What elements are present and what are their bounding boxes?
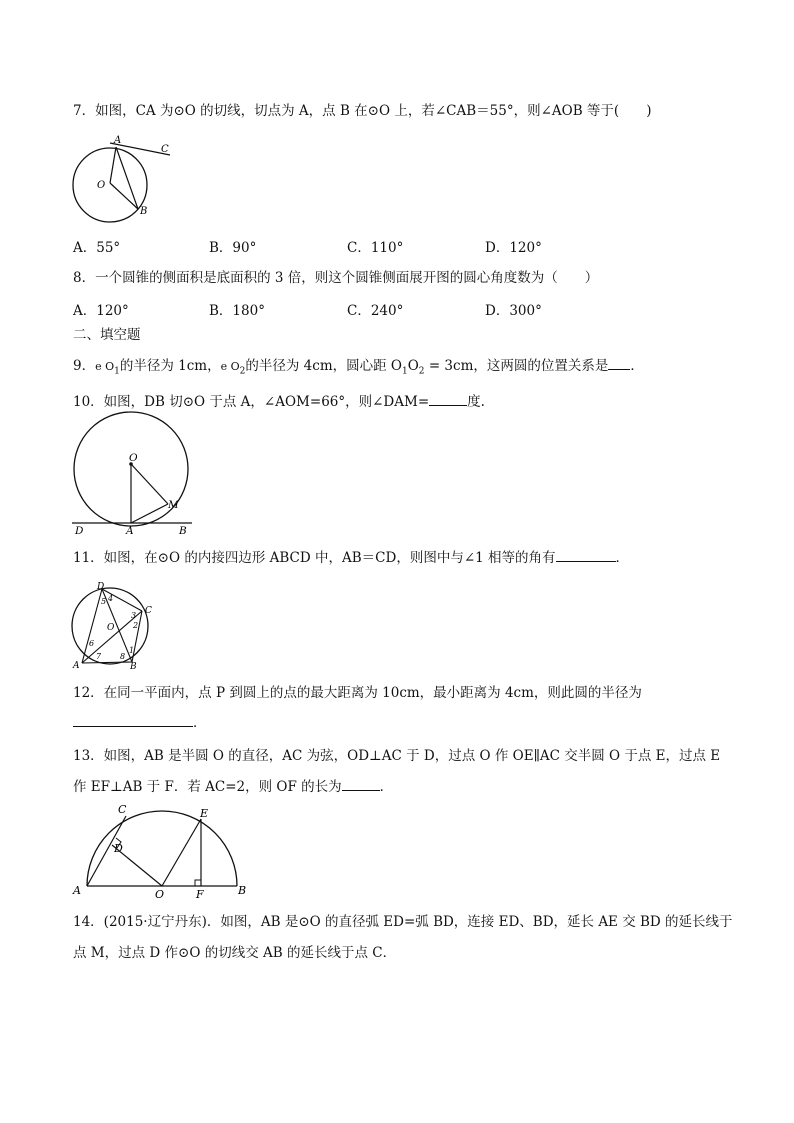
q13-label-o: O <box>155 888 165 901</box>
q13-label-e: E <box>200 807 209 820</box>
q13-label-d: D <box>114 842 123 855</box>
q9-prefix: 9． <box>73 358 96 374</box>
q11-angle-4: 4 <box>108 594 114 603</box>
q13-answer-blank[interactable] <box>342 778 380 791</box>
q13-stem: 作 EF⊥AB 于 F．若 AC=2，则 OF 的长为 <box>73 779 342 795</box>
q9-part2: 的半径为 4cm，圆心距 O <box>245 358 402 374</box>
q11-angle-6: 6 <box>89 639 95 648</box>
q10-label-a: A <box>126 525 134 537</box>
q11-angle-3: 3 <box>131 611 137 620</box>
q11-angle-1: 1 <box>129 646 135 655</box>
q7-label-a: A <box>114 135 122 146</box>
q11-angle-2: 2 <box>133 621 139 630</box>
q7-figure <box>70 135 180 225</box>
q7-label-b: B <box>140 206 148 217</box>
q9-circle1: e O <box>95 360 115 373</box>
q10-label-m: M <box>168 499 179 511</box>
q13-label-b: B <box>238 884 247 897</box>
q9-text <box>73 357 644 381</box>
q7-option-b: B．90° <box>209 240 257 256</box>
q10-label-b: B <box>179 525 187 537</box>
q11-end: ． <box>615 550 630 566</box>
q10-label-o: O <box>129 452 138 464</box>
q7-option-a: A．55° <box>73 240 121 256</box>
q10-text <box>73 393 485 411</box>
q9-sub4: 2 <box>418 366 425 377</box>
q11-angle-8: 8 <box>120 652 126 661</box>
q11-label-a: A <box>73 661 80 671</box>
q11-text <box>73 549 629 567</box>
q7-option-c: C．110° <box>347 240 404 256</box>
q9-sub2: 2 <box>239 366 246 377</box>
q10-label-d: D <box>75 525 84 537</box>
q7-text: 7．如图，CA 为⊙O 的切线，切点为 A，点 B 在⊙O 上，若∠CAB＝55°，则∠AOB 等于( ) <box>73 103 652 119</box>
q11-label-c: C <box>145 606 152 616</box>
q11-stem: 11．如图，在⊙O 的内接四边形 ABCD 中，AB＝CD，则图中与∠1 相等的角有 <box>73 550 556 566</box>
q11-label-d: D <box>97 582 105 592</box>
q8-option-c: C．240° <box>347 303 404 319</box>
q8-option-d: D．300° <box>485 303 542 319</box>
q8-option-b: B．180° <box>209 303 265 319</box>
q14-line1: 14．(2015·辽宁丹东)．如图，AB 是⊙O 的直径弧 ED=弧 BD，连接 ED、BD，延长 AE 交 BD 的延长线于 <box>73 914 733 930</box>
q10-end: 度. <box>467 394 485 410</box>
q9-sub1: 1 <box>114 366 120 377</box>
q10-answer-blank[interactable] <box>429 393 467 406</box>
q10-figure <box>72 412 197 537</box>
q9-circle2: e O <box>220 360 240 373</box>
q11-angle-5: 5 <box>101 597 107 606</box>
q13-line1: 13．如图，AB 是半圆 O 的直径，AC 为弦，OD⊥AC 于 D，过点 O 作 OE∥AC 交半圆 O 于点 E，过点 E <box>73 748 721 764</box>
q8-text: 8．一个圆锥的侧面积是底面积的 3 倍，则这个圆锥侧面展开图的圆心角度数为（ ） <box>73 270 599 286</box>
q11-label-b: B <box>130 662 137 672</box>
q13-end: ． <box>379 779 394 795</box>
q7-option-d: D．120° <box>485 240 542 256</box>
q12-answer-blank[interactable] <box>73 714 193 727</box>
q13-line2 <box>73 778 393 796</box>
q14-line2: 点 M，过点 D 作⊙O 的切线交 AB 的延长线于点 C． <box>73 945 397 961</box>
q11-figure <box>70 580 160 672</box>
q9-answer-blank[interactable] <box>608 357 630 370</box>
q12-end: ． <box>193 715 207 731</box>
q12-answer-line <box>73 714 207 732</box>
q12-text: 12．在同一平面内，点 P 到圆上的点的最大距离为 10cm，最小距离为 4cm，则此圆的半径为 <box>73 685 642 701</box>
q13-label-c: C <box>118 803 127 816</box>
q9-sub3: 1 <box>401 366 408 377</box>
section-heading: 二、填空题 <box>73 327 141 343</box>
q9-part3: = 3cm，这两圆的位置关系是 <box>424 358 609 374</box>
q13-label-f: F <box>196 888 204 901</box>
q7-label-c: C <box>161 144 169 155</box>
q9-end: ． <box>630 358 644 374</box>
q13-figure <box>70 800 255 901</box>
q10-stem: 10．如图，DB 切⊙O 于点 A，∠AOM=66°，则∠DAM= <box>73 394 430 410</box>
q13-label-a: A <box>73 884 81 897</box>
q8-option-a: A．120° <box>73 303 129 319</box>
q9-part1: 的半径为 1cm， <box>119 358 221 374</box>
q11-label-o: O <box>107 623 115 633</box>
q11-angle-7: 7 <box>96 652 102 661</box>
q7-label-o: O <box>97 180 106 191</box>
q9-o2: O <box>407 358 419 374</box>
q11-answer-blank[interactable] <box>556 549 616 562</box>
